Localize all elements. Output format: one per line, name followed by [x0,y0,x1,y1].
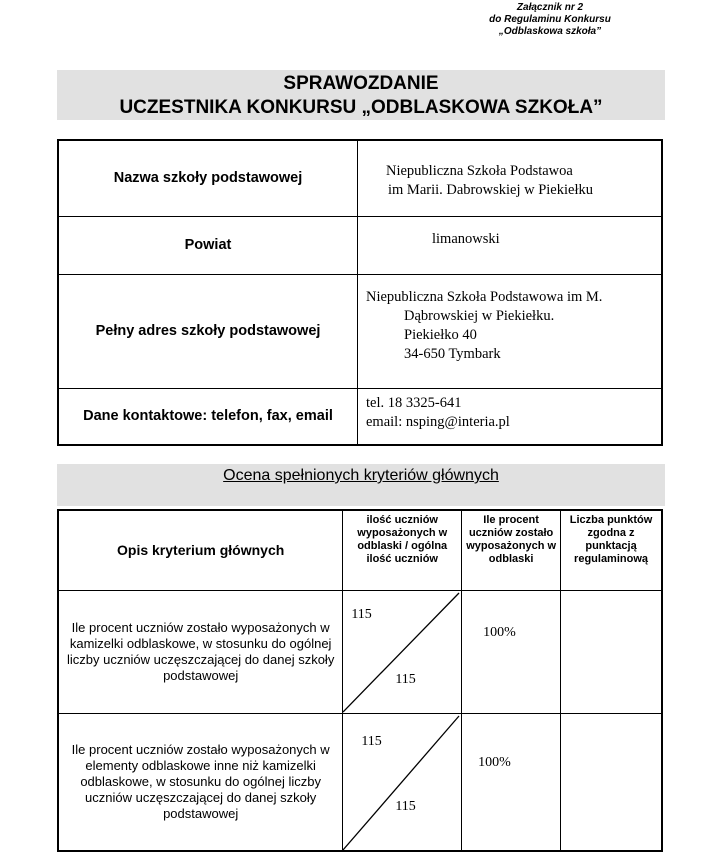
header-description: Opis kryterium głównych [58,510,343,590]
school-name-line-1: Niepubliczna Szkoła Podstawoa [386,163,573,179]
contact-phone: tel. 18 3325-641 [366,394,462,411]
address-line-4: 34-650 Tymbark [404,345,501,362]
school-name-value [358,140,663,216]
report-title-line-1: SPRAWOZDANIE [283,73,439,94]
school-name-row [58,140,662,216]
address-line-3: Piekiełko 40 [404,326,477,343]
annex-note [470,2,630,38]
header-ratio: ilość uczniów wyposażonych w odblaski / ogólna ilość uczniów [343,510,462,590]
criteria-row-2-percent [462,713,561,851]
contact-value [358,388,663,445]
address-line-1: Niepubliczna Szkoła Podstawowa im M. [366,288,603,305]
criteria-title-text: Ocena spełnionych kryteriów głównych [223,467,499,484]
criteria-row-2-denominator: 115 [395,798,416,814]
header-points: Liczba punktów zgodna z punktacją regulaminową [561,510,662,590]
contact-label: Dane kontaktowe: telefon, fax, email [58,388,358,445]
criteria-header-row [58,510,662,590]
criteria-row-2-ratio [343,713,462,851]
criteria-row-1-denominator: 115 [395,671,416,687]
criteria-row-2-description: Ile procent uczniów zostało wyposażonych w elementy odblaskowe inne niż kamizelki odblaskowe, w stosunku do ogólnej liczby uczniów uczęszczającej do danej szkoły podstawowej [58,713,343,851]
criteria-row-2-percent-text: 100% [478,754,511,770]
annex-line-3: „Odblaskowa szkoła” [498,26,602,37]
school-info-table [57,139,663,446]
address-line-2: Dąbrowskiej w Piekiełku. [404,307,555,324]
contact-email: email: nsping@interia.pl [366,413,510,430]
criteria-row-2-points[interactable] [561,713,662,851]
county-text: limanowski [432,230,500,247]
address-value [358,274,663,388]
contact-row [58,388,662,445]
criteria-row-1-ratio [343,590,462,713]
address-row [58,274,662,388]
address-label: Pełny adres szkoły podstawowej [58,274,358,388]
criteria-row-1-percent-text: 100% [483,624,516,640]
annex-line-2: do Regulaminu Konkursu [489,14,611,25]
school-name-label: Nazwa szkoły podstawowej [58,140,358,216]
county-label: Powiat [58,216,358,274]
criteria-row-1-description: Ile procent uczniów zostało wyposażonych w kamizelki odblaskowe, w stosunku do ogólnej liczby uczniów uczęszczającej do danej szkoły podstawowej [58,590,343,713]
annex-line-1: Załącznik nr 2 [516,2,584,13]
criteria-row-1-percent [462,590,561,713]
criteria-section-title [57,464,665,506]
criteria-row-2-numerator: 115 [361,733,382,749]
criteria-row-1-numerator: 115 [351,606,372,622]
criteria-row-2 [58,713,662,851]
report-title-line-2: UCZESTNIKA KONKURSU „ODBLASKOWA SZKOŁA” [119,97,603,118]
criteria-row-1-points[interactable] [561,590,662,713]
school-name-line-2: im Marii. Dabrowskiej w Piekiełku [388,182,593,198]
criteria-table [57,509,663,852]
header-percent: Ile procent uczniów zostało wyposażonych w odblaski [462,510,561,590]
county-row [58,216,662,274]
report-title [57,70,665,120]
county-value [358,216,663,274]
criteria-row-1 [58,590,662,713]
